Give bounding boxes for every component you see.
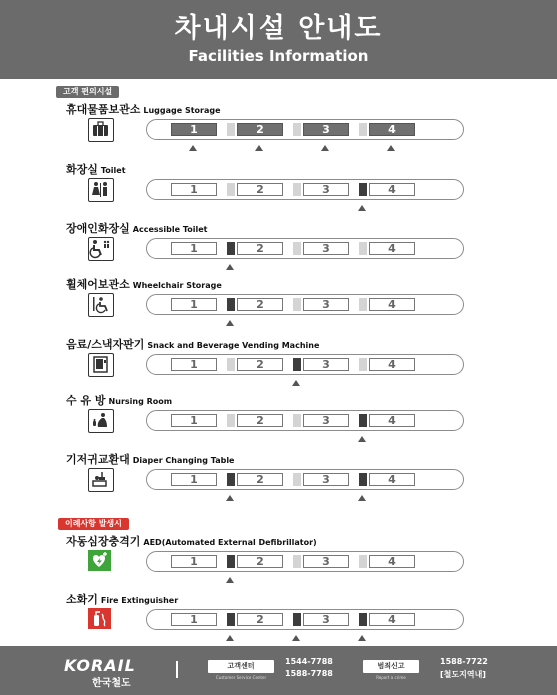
train-car-4: 4	[369, 613, 415, 626]
train-car-3: 3	[303, 358, 349, 371]
car-gap	[293, 123, 301, 136]
car-gap	[359, 358, 367, 371]
facility-item	[0, 161, 557, 213]
train-diagram	[146, 469, 464, 490]
train-car-3: 3	[303, 298, 349, 311]
train-car-1: 1	[171, 298, 217, 311]
facility-name-kr: 수 유 방	[66, 394, 106, 407]
car-gap	[227, 473, 235, 486]
train-car-1: 1	[171, 183, 217, 196]
category-badge-emergency: 이례사항 발생시	[58, 518, 129, 530]
nursing-icon	[88, 409, 114, 433]
train-diagram	[146, 410, 464, 431]
train-diagram	[146, 294, 464, 315]
car-gap	[227, 242, 235, 255]
train-diagram	[146, 179, 464, 200]
train-diagram	[146, 119, 464, 140]
train-car-3: 3	[303, 473, 349, 486]
train-car-2: 2	[237, 473, 283, 486]
location-marker	[226, 577, 234, 583]
train-car-2: 2	[237, 613, 283, 626]
train-car-1: 1	[171, 473, 217, 486]
train-diagram	[146, 609, 464, 630]
facility-name-en: Luggage Storage	[143, 106, 221, 115]
diaper-table-icon	[88, 468, 114, 492]
car-gap	[227, 183, 235, 196]
car-gap	[293, 183, 301, 196]
facility-name-kr: 화장실	[66, 163, 98, 176]
car-gap	[227, 298, 235, 311]
crime-report-note: [철도지역내]	[440, 670, 486, 679]
train-car-3: 3	[303, 242, 349, 255]
location-marker	[358, 436, 366, 442]
train-car-1: 1	[171, 358, 217, 371]
facility-name-en: Fire Extinguisher	[100, 596, 179, 605]
train-car-3: 3	[303, 414, 349, 427]
facility-name-en: Accessible Toilet	[132, 225, 208, 234]
location-marker	[226, 635, 234, 641]
page-subtitle: Facilities Information	[188, 47, 369, 65]
footer	[0, 646, 557, 695]
location-marker	[321, 145, 329, 151]
facility-name-en: Diaper Changing Table	[132, 456, 235, 465]
location-marker	[292, 635, 300, 641]
train-car-3: 3	[303, 613, 349, 626]
facility-label	[66, 392, 172, 408]
train-car-4: 4	[369, 555, 415, 568]
location-marker	[189, 145, 197, 151]
korail-logo: KORAIL	[64, 656, 136, 675]
car-gap	[293, 473, 301, 486]
facility-item	[0, 336, 557, 388]
facility-item	[0, 451, 557, 503]
train-car-2: 2	[237, 358, 283, 371]
customer-center-phone-1: 1544-7788	[285, 657, 333, 666]
accessible-toilet-icon	[88, 237, 114, 261]
car-gap	[359, 298, 367, 311]
footer-divider	[176, 661, 178, 678]
train-car-1: 1	[171, 414, 217, 427]
train-car-2: 2	[237, 555, 283, 568]
facility-item	[0, 533, 557, 585]
car-gap	[227, 358, 235, 371]
location-marker	[358, 495, 366, 501]
crime-report-badge: 범죄신고	[363, 660, 419, 673]
location-marker	[226, 264, 234, 270]
car-gap	[359, 555, 367, 568]
facility-name-kr: 자동심장충격기	[66, 535, 141, 548]
facility-name-en: Toilet	[100, 166, 126, 175]
car-gap	[293, 613, 301, 626]
train-car-2: 2	[237, 298, 283, 311]
car-gap	[359, 183, 367, 196]
train-car-4: 4	[369, 358, 415, 371]
train-car-4: 4	[369, 183, 415, 196]
location-marker	[358, 205, 366, 211]
luggage-icon	[88, 118, 114, 142]
car-gap	[227, 414, 235, 427]
facility-item	[0, 591, 557, 643]
location-marker	[255, 145, 263, 151]
car-gap	[293, 555, 301, 568]
vending-machine-icon	[88, 353, 114, 377]
car-gap	[359, 414, 367, 427]
train-car-3: 3	[303, 123, 349, 136]
train-car-3: 3	[303, 555, 349, 568]
facility-item	[0, 392, 557, 444]
train-car-1: 1	[171, 613, 217, 626]
facility-label	[66, 336, 319, 352]
facility-label	[66, 101, 221, 117]
facility-name-kr: 기저귀교환대	[66, 453, 130, 466]
customer-center-phone-2: 1588-7788	[285, 669, 333, 678]
location-marker	[292, 380, 300, 386]
car-gap	[293, 358, 301, 371]
train-car-2: 2	[237, 123, 283, 136]
facility-name-kr: 휠체어보관소	[66, 278, 130, 291]
facility-label	[66, 451, 234, 467]
facility-label	[66, 220, 207, 236]
header-banner	[0, 0, 557, 79]
car-gap	[359, 242, 367, 255]
wheelchair-icon	[88, 293, 114, 317]
facility-name-kr: 장애인화장실	[66, 222, 130, 235]
category-badge-convenience: 고객 편의시설	[56, 86, 119, 98]
location-marker	[226, 320, 234, 326]
customer-center-badge: 고객센터	[208, 660, 274, 673]
train-car-1: 1	[171, 242, 217, 255]
facility-label	[66, 276, 222, 292]
aed-icon	[88, 550, 114, 574]
train-car-2: 2	[237, 414, 283, 427]
facility-item	[0, 101, 557, 153]
train-car-4: 4	[369, 242, 415, 255]
facility-name-kr: 휴대물품보관소	[66, 103, 141, 116]
car-gap	[227, 123, 235, 136]
facility-name-en: AED(Automated External Defibrillator)	[143, 538, 317, 547]
crime-report-phone: 1588-7722	[440, 657, 488, 666]
car-gap	[293, 414, 301, 427]
facility-label	[66, 591, 178, 607]
train-car-4: 4	[369, 123, 415, 136]
korail-logo-kr: 한국철도	[92, 678, 131, 689]
car-gap	[359, 613, 367, 626]
facility-name-en: Wheelchair Storage	[132, 281, 222, 290]
fire-extinguisher-icon	[88, 608, 114, 632]
location-marker	[226, 495, 234, 501]
train-diagram	[146, 238, 464, 259]
train-car-3: 3	[303, 183, 349, 196]
page-title: 차내시설 안내도	[174, 13, 383, 44]
car-gap	[359, 123, 367, 136]
toilet-icon	[88, 178, 114, 202]
facility-item	[0, 276, 557, 328]
facility-label	[66, 533, 317, 549]
train-diagram	[146, 551, 464, 572]
location-marker	[387, 145, 395, 151]
facility-name-kr: 소화기	[66, 593, 98, 606]
train-car-2: 2	[237, 183, 283, 196]
train-car-1: 1	[171, 123, 217, 136]
facility-item	[0, 220, 557, 272]
car-gap	[227, 555, 235, 568]
car-gap	[293, 298, 301, 311]
train-diagram	[146, 354, 464, 375]
train-car-2: 2	[237, 242, 283, 255]
train-car-4: 4	[369, 414, 415, 427]
train-car-4: 4	[369, 298, 415, 311]
car-gap	[293, 242, 301, 255]
crime-report-sub: Report a crime	[376, 675, 406, 680]
car-gap	[359, 473, 367, 486]
location-marker	[358, 635, 366, 641]
facility-name-en: Nursing Room	[108, 397, 173, 406]
train-car-1: 1	[171, 555, 217, 568]
customer-center-sub: Customer Service Center	[215, 675, 267, 680]
car-gap	[227, 613, 235, 626]
facility-name-kr: 음료/스낵자판기	[66, 338, 145, 351]
facility-name-en: Snack and Beverage Vending Machine	[147, 341, 320, 350]
facility-label	[66, 161, 126, 177]
train-car-4: 4	[369, 473, 415, 486]
